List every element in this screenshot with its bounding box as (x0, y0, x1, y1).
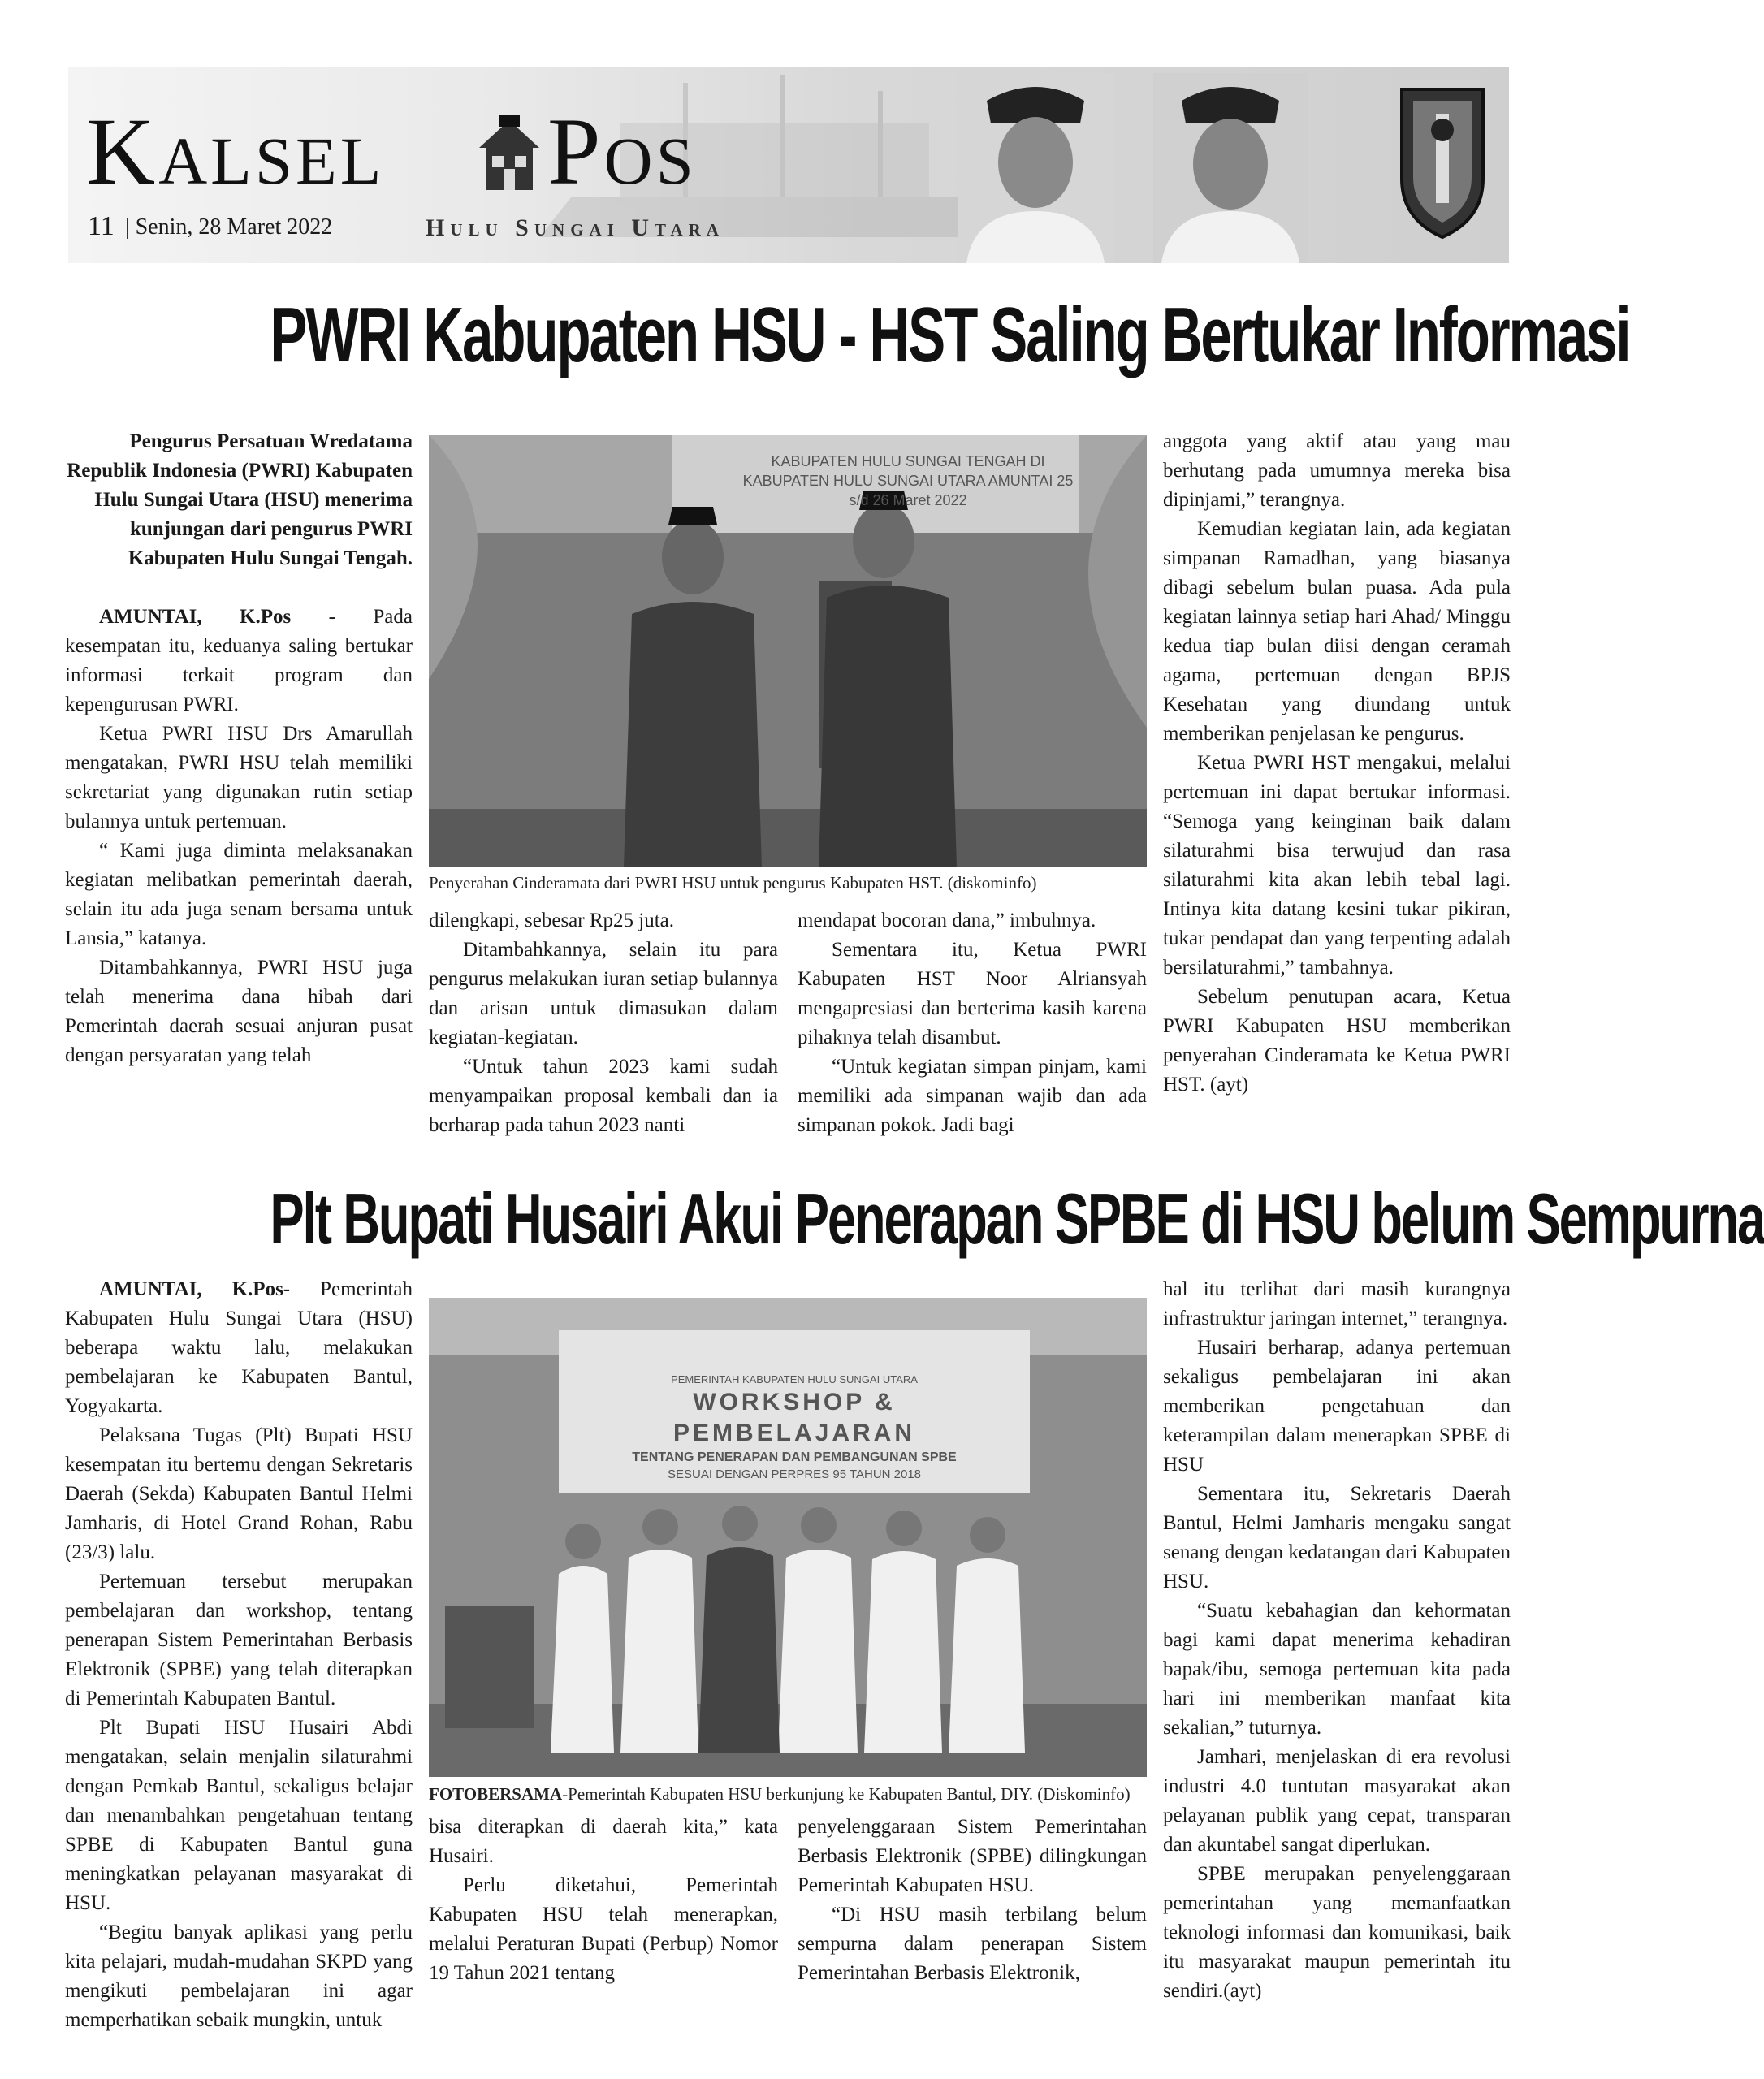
paragraph: penyelenggaraan Sistem Pemerintahan Berbasis Elektronik (SPBE) dilingkungan Pemerintah Kabupaten HSU. (798, 1816, 1147, 1896)
paragraph: Perlu diketahui, Pemerintah Kabupaten HSU telah menerapkan, melalui Peraturan Bupati (Perbup) Nomor 19 Tahun 2021 tentang (429, 1874, 778, 1984)
brand-name-right: Pos (547, 98, 697, 205)
article-1-column-3 (798, 906, 1147, 1140)
photo-souvenir-handover (429, 435, 1147, 867)
article-1-lead: Pengurus Persatuan Wredatama Republik Indonesia (PWRI) Kabupaten Hulu Sungai Utara (HSU) menerima kunjungan dari pengurus PWRI Kabupaten Hulu Sungai Tengah. (67, 430, 413, 569)
caption-label: FOTOBERSAMA (429, 1784, 563, 1804)
paragraph: anggota yang aktif atau yang mau berhutang pada umumnya mereka bisa dipinjami,” terangnya. (1163, 430, 1511, 511)
banner-organization: PEMERINTAH KABUPATEN HULU SUNGAI UTARA (671, 1373, 918, 1385)
official-portrait-right (1153, 73, 1308, 263)
paragraph: Pertemuan tersebut merupakan pembelajaran dan workshop, tentang penerapan Sistem Pemerintahan Berbasis Elektronik (SPBE) yang telah diterapkan di Pemerintah Kabupaten Bantul. (65, 1571, 413, 1709)
photo-group-workshop (429, 1298, 1147, 1777)
paragraph: SPBE merupakan penyelenggaraan pemerintahan yang memanfaatkan teknologi informasi dan komunikasi, baik itu masyarakat maupun pemerintah itu sendiri.(ayt) (1163, 1863, 1511, 2002)
banner-title: WORKSHOP & PEMBELAJARAN (672, 1389, 916, 1446)
paragraph: Sebelum penutupan acara, Ketua PWRI Kabupaten HSU memberikan penyerahan Cinderamata ke Ketua PWRI HST. (ayt) (1163, 986, 1511, 1096)
article-1-column-1 (65, 427, 413, 1070)
caption-text: -Pemerintah Kabupaten HSU berkunjung ke Kabupaten Bantul, DIY. (Diskominfo) (562, 1784, 1131, 1804)
page-number: 11 (88, 211, 115, 241)
headline-article-1: PWRI Kabupaten HSU - HST Saling Bertukar Informasi (270, 292, 1630, 378)
paragraph: Kemudian kegiatan lain, ada kegiatan simpanan Ramadhan, yang biasanya dibagi sebelum bulan puasa. Ada pula kegiatan lainnya setiap hari Ahad/ Minggu kedua tiap bulan diisi dengan ceramah agama, pertemuan dengan BPJS Kesehatan yang diundang untuk memberikan penjelasan ke pengurus. (1163, 518, 1511, 745)
paragraph: Pemerintah Kabupaten Hulu Sungai Utara (HSU) beberapa waktu lalu, melakukan pembelajaran ke Kabupaten Bantul, Yogyakarta. (65, 1278, 413, 1417)
paragraph: Ditambahkannya, PWRI HSU juga telah menerima dana hibah dari Pemerintah daerah sesuai anjuran pusat dengan persyaratan yang telah (65, 957, 413, 1066)
paragraph: “Untuk tahun 2023 kami sudah menyampaikan proposal kembali dan ia berharap pada tahun 2023 nanti (429, 1056, 778, 1136)
article-2-column-3 (798, 1813, 1147, 1988)
paragraph: “Begitu banyak aplikasi yang perlu kita pelajari, mudah-mudahan SKPD yang mengikuti pembelajaran ini agar memperhatikan sebaik mungkin, untuk (65, 1921, 413, 2031)
paragraph: mendapat bocoran dana,” imbuhnya. (798, 910, 1096, 931)
article-1-column-2 (429, 906, 778, 1140)
paragraph: hal itu terlihat dari masih kurangnya infrastruktur jaringan internet,” terangnya. (1163, 1278, 1511, 1329)
paragraph: Ketua PWRI HST mengakui, melalui pertemuan ini dapat bertukar informasi. “Semoga yang keinginan baik dalam silaturahmi bisa terwujud dan rasa silaturahmi kita akan lebih tebal lagi. Intinya kita datang kesini tukar pikiran, tukar pendapat dan yang terpenting adalah bersilaturahmi,” tambahnya. (1163, 752, 1511, 979)
article-2-column-2 (429, 1813, 778, 1988)
banner-subtitle-2: SESUAI DENGAN PERPRES 95 TAHUN 2018 (667, 1467, 922, 1481)
article-1-column-4 (1163, 427, 1511, 1100)
article-2-column-1 (65, 1275, 413, 2035)
issue-date: | Senin, 28 Maret 2022 (125, 214, 333, 240)
banner-subtitle: TENTANG PENERAPAN DAN PEMBANGUNAN SPBE (632, 1450, 957, 1464)
paragraph: Sementara itu, Sekretaris Daerah Bantul, Helmi Jamharis mengaku sangat senang dengan kedatangan dari Kabupaten HSU. (1163, 1483, 1511, 1593)
house-emblem-icon (474, 115, 544, 195)
regency-crest-icon (1394, 81, 1491, 244)
paragraph: dilengkapi, sebesar Rp25 juta. (429, 910, 675, 931)
paragraph: “Di HSU masih terbilang belum sempurna dalam penerapan Sistem Pemerintahan Berbasis Elektronik, (798, 1904, 1147, 1984)
paragraph: Ketua PWRI HSU Drs Amarullah mengatakan, PWRI HSU telah memiliki sekretariat yang digunakan rutin setiap bulannya untuk pertemuan. (65, 723, 413, 832)
paragraph: “Suatu kebahagian dan kehormatan bagi kami dapat menerima kehadiran bapak/ibu, semoga pertemuan kita pada hari ini memberikan manfaat kita sekalian,” tuturnya. (1163, 1600, 1511, 1739)
article-1-dateline: AMUNTAI, K.Pos (99, 606, 292, 628)
paragraph: Ditambahkannya, selain itu para pengurus melakukan iuran setiap bulannya dan arisan untuk dimasukan dalam kegiatan-kegiatan. (429, 939, 778, 1048)
region-label: Hulu Sungai Utara (426, 214, 724, 241)
paragraph: Jamhari, menjelaskan di era revolusi industri 4.0 tuntutan masyarakat akan pelayanan publik yang cepat, transparan dan akuntabel sangat diperlukan. (1163, 1746, 1511, 1856)
paragraph: Husairi berharap, adanya pertemuan sekaligus pembelajaran ini akan memberikan pengetahuan dan keterampilan dalam menerapkan SPBE di HSU (1163, 1337, 1511, 1476)
article-2-column-4 (1163, 1275, 1511, 2006)
photo-caption-2 (429, 1783, 1147, 1805)
paragraph: - Pada kesempatan itu, keduanya saling bertukar informasi terkait program dan kepengurusan PWRI. (65, 606, 413, 715)
paragraph: “Untuk kegiatan simpan pinjam, kami memiliki ada simpanan wajib dan ada simpanan pokok. Jadi bagi (798, 1056, 1147, 1136)
paragraph: bisa diterapkan di daerah kita,” kata Husairi. (429, 1816, 778, 1867)
paragraph: Pelaksana Tugas (Plt) Bupati HSU kesempatan itu bertemu dengan Sekretaris Daerah (Sekda) Kabupaten Bantul Helmi Jamharis, di Hotel Grand Rohan, Rabu (23/3) lalu. (65, 1424, 413, 1563)
photo-caption-1: Penyerahan Cinderamata dari PWRI HSU untuk pengurus Kabupaten HST. (diskominfo) (429, 873, 1037, 893)
headline-article-2: Plt Bupati Husairi Akui Penerapan SPBE di HSU belum Sempurna (270, 1178, 1764, 1259)
photo-banner-text: KABUPATEN HULU SUNGAI TENGAH DI KABUPATEN HULU SUNGAI UTARA AMUNTAI 25 s/d 26 Maret 2022 (742, 453, 1074, 508)
brand-name-left: Kalsel (86, 98, 385, 205)
paragraph: Plt Bupati HSU Husairi Abdi mengatakan, selain menjalin silaturahmi dengan Pemkab Bantul, sekaligus belajar dan menambahkan pengetahuan tentang SPBE di Kabupaten Bantul guna meningkatkan pelayanan masyarakat di HSU. (65, 1717, 413, 1914)
paragraph: Sementara itu, Ketua PWRI Kabupaten HST Noor Alriansyah mengapresiasi dan berterima kasih karena pihaknya telah disambut. (798, 939, 1147, 1048)
article-2-dateline: AMUNTAI, K.Pos- (99, 1278, 291, 1300)
masthead (68, 67, 1509, 263)
paragraph: “ Kami juga diminta melaksanakan kegiatan melibatkan pemerintah daerah, selain itu ada juga senam bersama untuk Lansia,” katanya. (65, 840, 413, 949)
official-portrait-left (958, 73, 1113, 263)
